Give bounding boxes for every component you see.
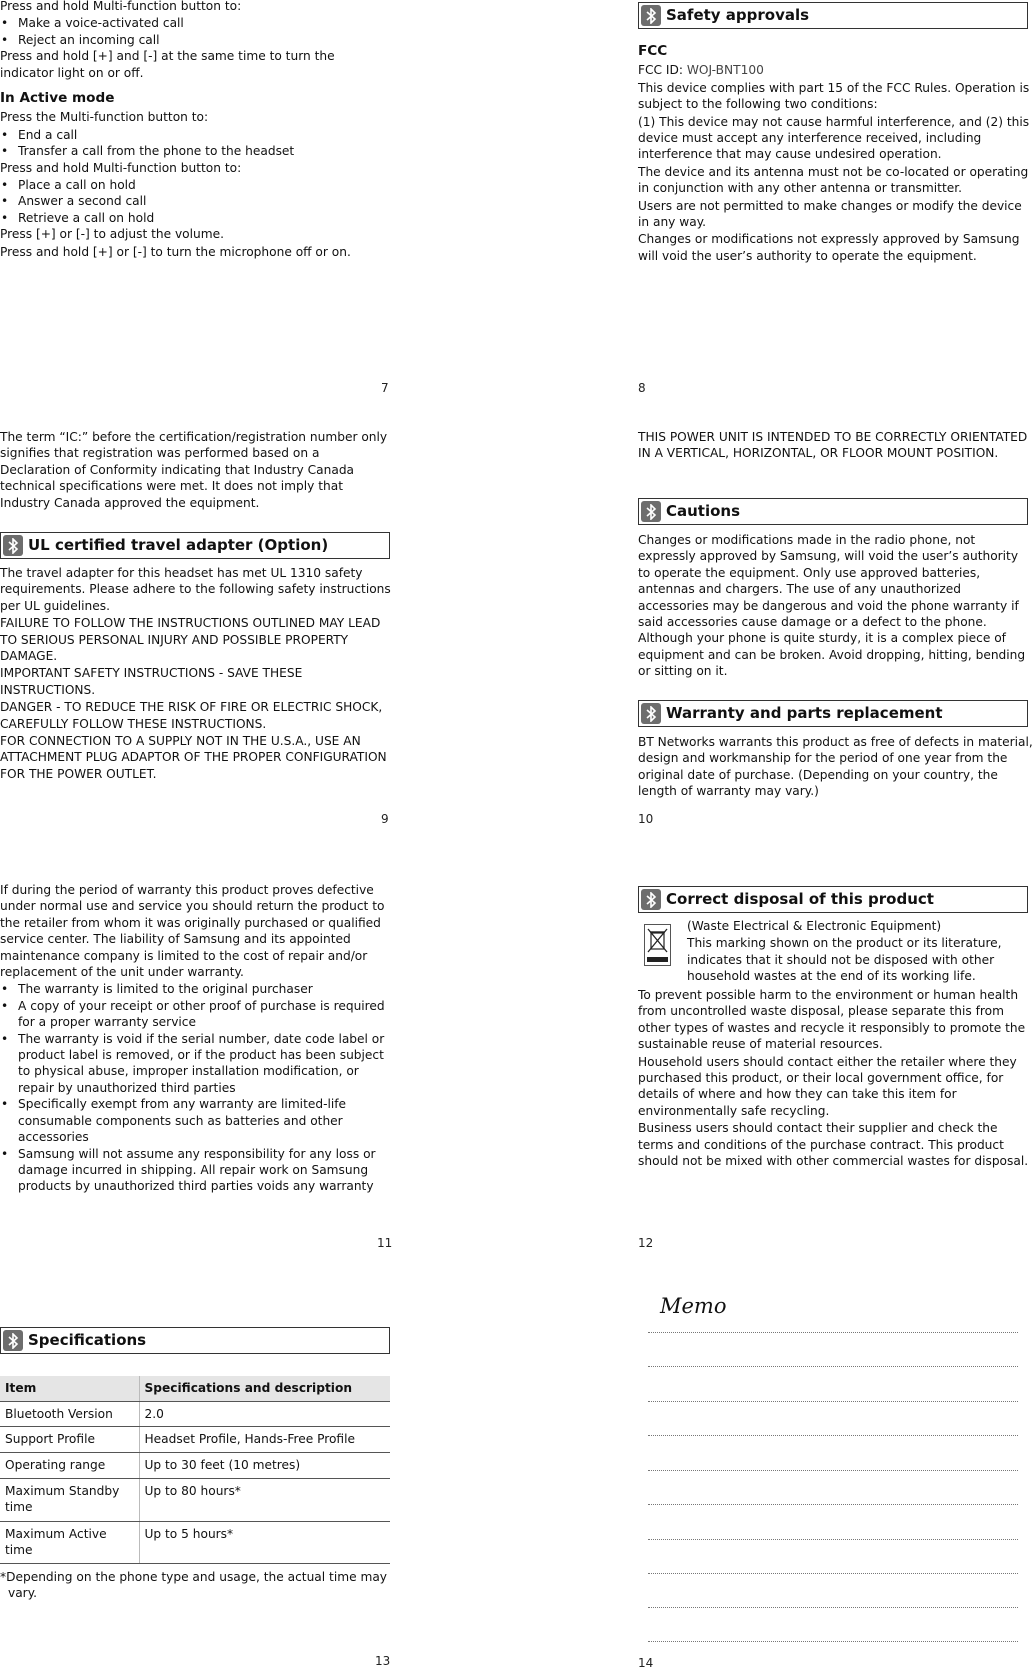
memo-line bbox=[648, 1470, 1018, 1471]
page-13-footnote bbox=[0, 1569, 392, 1603]
memo-line bbox=[648, 1641, 1018, 1642]
text-paragraph: This marking shown on the product or its literature, indicates that it should not be disposed with other household wastes at the end of its working life. bbox=[687, 936, 1002, 984]
page-number: 8 bbox=[638, 381, 646, 395]
bluetooth-icon bbox=[641, 5, 661, 26]
page-11-content bbox=[0, 882, 392, 1195]
text-paragraph: If during the period of warranty this product proves defective under normal use and service you should return the product to the retailer from whom it was originally purchased or qualified service center. The liability of Samsung and its appointed maintenance company is limited to the cost of repair and/or replacement of the unit under warranty. bbox=[0, 883, 385, 980]
table-cell: Maximum Active time bbox=[0, 1521, 139, 1563]
memo-line bbox=[648, 1332, 1018, 1333]
page-8-content bbox=[638, 34, 1034, 265]
page-number: 14 bbox=[638, 1656, 654, 1669]
page-12-weee bbox=[687, 918, 1017, 986]
bluetooth-icon bbox=[641, 889, 661, 910]
memo-line bbox=[648, 1573, 1018, 1574]
memo-line bbox=[648, 1435, 1018, 1436]
text-paragraph: To prevent possible harm to the environment or human health from uncontrolled waste disposal, please separate this from other types of wastes and recycle it responsibly to promote the sustainable reuse of material resources. bbox=[638, 988, 1026, 1052]
text-line: (Waste Electrical & Electronic Equipment) bbox=[687, 919, 942, 933]
table-row bbox=[0, 1478, 390, 1521]
section-title: Correct disposal of this product bbox=[666, 890, 934, 909]
text-paragraph: THIS POWER UNIT IS INTENDED TO BE CORRECTLY ORIENTATED IN A VERTICAL, HORIZONTAL, OR FLOOR MOUNT POSITION. bbox=[638, 430, 1028, 461]
specifications-table bbox=[0, 1376, 390, 1564]
page-number: 7 bbox=[381, 381, 389, 395]
footnote: *Depending on the phone type and usage, the actual time may vary. bbox=[0, 1570, 388, 1601]
table-cell: 2.0 bbox=[139, 1401, 390, 1426]
section-heading-ul-adapter bbox=[0, 532, 390, 559]
text-paragraph: DANGER - TO REDUCE THE RISK OF FIRE OR ELECTRIC SHOCK, CAREFULLY FOLLOW THESE INSTRUCTIONS. bbox=[0, 700, 383, 731]
text-paragraph: Household users should contact either the retailer where they purchased this product, or their local government office, for details of where and how they can take this item for environmentally safe recycling. bbox=[638, 1054, 1017, 1118]
text-paragraph: IMPORTANT SAFETY INSTRUCTIONS - SAVE THESE INSTRUCTIONS. bbox=[0, 666, 303, 697]
page-12-content bbox=[638, 987, 1034, 1170]
text-paragraph: (1) This device may not cause harmful interference, and (2) this device must accept any interference received, including interference that may cause undesired operation. bbox=[638, 114, 1030, 162]
table-row bbox=[0, 1426, 390, 1452]
section-title: Cautions bbox=[666, 502, 741, 521]
section-heading-warranty bbox=[638, 700, 1028, 727]
page-number: 12 bbox=[638, 1236, 654, 1250]
page-number: 13 bbox=[375, 1654, 391, 1668]
list-item: • Specifically exempt from any warranty are limited-life consumable components such as batteries and other accessories bbox=[0, 1096, 392, 1145]
fcc-id bbox=[638, 62, 1034, 78]
list-item: • A copy of your receipt or other proof of purchase is required for a proper warranty service bbox=[0, 998, 392, 1031]
list-item: • Reject an incoming call bbox=[0, 32, 392, 48]
crossed-bin-icon bbox=[644, 924, 671, 966]
table-cell: Bluetooth Version bbox=[0, 1401, 139, 1426]
bullet-list bbox=[0, 127, 392, 160]
text-paragraph: Changes or modifications not expressly approved by Samsung will void the user’s authority to operate the equipment. bbox=[638, 232, 1020, 263]
text-paragraph: The term “IC:” before the certification/registration number only signifies that registration was performed based on a Declaration of Conformity indicating that Industry Canada technical specifications were met. It does not imply that Industry Canada approved the equipment. bbox=[0, 430, 388, 510]
table-cell: Operating range bbox=[0, 1452, 139, 1478]
table-row bbox=[0, 1521, 390, 1563]
bluetooth-icon bbox=[641, 703, 661, 724]
list-item: • Retrieve a call on hold bbox=[0, 210, 392, 226]
page-number: 9 bbox=[381, 812, 389, 826]
fcc-id-value: WOJ-BNT100 bbox=[686, 63, 764, 78]
table-cell: Support Profile bbox=[0, 1426, 139, 1452]
text-paragraph: Press and hold [+] and [-] at the same time to turn the indicator light on or off. bbox=[0, 49, 335, 80]
list-item: • Samsung will not assume any responsibility for any loss or damage incurred in shipping. All repair work on Samsung products by unauthorized third parties voids any warranty bbox=[0, 1146, 392, 1195]
text-line: Press [+] or [-] to adjust the volume. bbox=[0, 227, 224, 242]
subheading: FCC bbox=[638, 43, 668, 59]
bluetooth-icon bbox=[3, 1330, 23, 1351]
text-paragraph: The device and its antenna must not be co-located or operating in conjunction with any other antenna or transmitter. bbox=[638, 164, 1029, 196]
text-paragraph: Business users should contact their supplier and check the terms and conditions of the purchase contract. This product should not be mixed with other commercial wastes for disposal. bbox=[638, 1121, 1029, 1169]
memo-line bbox=[648, 1539, 1018, 1540]
fcc-id-label: FCC ID: bbox=[638, 63, 687, 78]
bullet-list bbox=[0, 981, 392, 1194]
column-header: Specifications and description bbox=[139, 1376, 390, 1401]
table-cell: Up to 5 hours* bbox=[139, 1521, 390, 1563]
page-9-intro bbox=[0, 429, 392, 512]
section-title: Safety approvals bbox=[666, 6, 810, 25]
page-number: 10 bbox=[638, 812, 654, 826]
column-header: Item bbox=[0, 1376, 139, 1401]
section-heading-specifications bbox=[0, 1327, 390, 1354]
page-9-content bbox=[0, 565, 392, 783]
section-title: Specifications bbox=[28, 1331, 147, 1350]
section-heading-safety bbox=[638, 2, 1028, 29]
section-title: Warranty and parts replacement bbox=[666, 704, 943, 723]
list-item: • The warranty is limited to the original purchaser bbox=[0, 981, 392, 997]
list-item: • Answer a second call bbox=[0, 193, 392, 209]
memo-line bbox=[648, 1607, 1018, 1608]
table-cell: Maximum Standby time bbox=[0, 1478, 139, 1521]
table-row bbox=[0, 1452, 390, 1478]
memo-line bbox=[648, 1366, 1018, 1367]
text-paragraph: BT Networks warrants this product as free of defects in material, design and workmanship for the period of one year from the original date of purchase. (Depending on your country, the length of warranty may vary.) bbox=[638, 735, 1033, 799]
list-item: • Transfer a call from the phone to the headset bbox=[0, 143, 392, 159]
section-heading-disposal bbox=[638, 886, 1028, 913]
text-line: Press and hold Multi-function button to: bbox=[0, 160, 242, 175]
section-heading-cautions bbox=[638, 498, 1028, 525]
bullet-list bbox=[0, 15, 392, 48]
memo-line bbox=[648, 1504, 1018, 1505]
text-line: Press the Multi-function button to: bbox=[0, 110, 209, 125]
bluetooth-icon bbox=[641, 501, 661, 522]
table-row bbox=[0, 1401, 390, 1426]
subheading: In Active mode bbox=[0, 90, 115, 107]
page-10-warranty bbox=[638, 734, 1034, 801]
page-7-content bbox=[0, 0, 392, 261]
page-number: 11 bbox=[377, 1236, 393, 1250]
text-paragraph: FAILURE TO FOLLOW THE INSTRUCTIONS OUTLINED MAY LEAD TO SERIOUS PERSONAL INJURY AND POSSIBLE PROPERTY DAMAGE. bbox=[0, 616, 381, 664]
memo-title: Memo bbox=[660, 1294, 727, 1318]
table-header-row bbox=[0, 1376, 390, 1401]
table-cell: Up to 80 hours* bbox=[139, 1478, 390, 1521]
page-10-intro bbox=[638, 429, 1034, 463]
text-paragraph: Users are not permitted to make changes or modify the device in any way. bbox=[638, 198, 1022, 230]
section-title: UL certified travel adapter (Option) bbox=[28, 536, 329, 555]
table-cell: Up to 30 feet (10 metres) bbox=[139, 1452, 390, 1478]
table-cell: Headset Profile, Hands-Free Profile bbox=[139, 1426, 390, 1452]
text-line: Press and hold [+] or [-] to turn the microphone off or on. bbox=[0, 244, 351, 259]
text-paragraph: Changes or modifications made in the radio phone, not expressly approved by Samsung, will void the user’s authority to operate the equipment. Only use approved batteries, antennas and chargers. The use of any unauthorized accessories may be dangerous and void the phone warranty if said accessories cause damage or a defect to the phone. Although your phone is quite sturdy, it is a complex piece of equipment and can be broken. Avoid dropping, hitting, bending or sitting on it. bbox=[638, 533, 1026, 679]
list-item: • The warranty is void if the serial number, date code label or product label is removed, or if the product has been subject to physical abuse, improper installation modification, or repair by unauthorized third parties bbox=[0, 1031, 392, 1097]
memo-line bbox=[648, 1401, 1018, 1402]
page-10-cautions bbox=[638, 532, 1034, 681]
text-paragraph: This device complies with part 15 of the FCC Rules. Operation is subject to the following two conditions: bbox=[638, 80, 1030, 112]
bullet-list bbox=[0, 177, 392, 226]
text-paragraph: FOR CONNECTION TO A SUPPLY NOT IN THE U.S.A., USE AN ATTACHMENT PLUG ADAPTOR OF THE PROPER CONFIGURATION FOR THE POWER OUTLET. bbox=[0, 734, 387, 781]
bluetooth-icon bbox=[3, 535, 23, 556]
text-paragraph: The travel adapter for this headset has met UL 1310 safety requirements. Please adhere to the following safety instructions per UL guidelines. bbox=[0, 566, 391, 613]
list-item: • End a call bbox=[0, 127, 392, 143]
list-item: • Place a call on hold bbox=[0, 177, 392, 193]
text-line: Press and hold Multi-function button to: bbox=[0, 0, 242, 13]
list-item: • Make a voice-activated call bbox=[0, 15, 392, 31]
